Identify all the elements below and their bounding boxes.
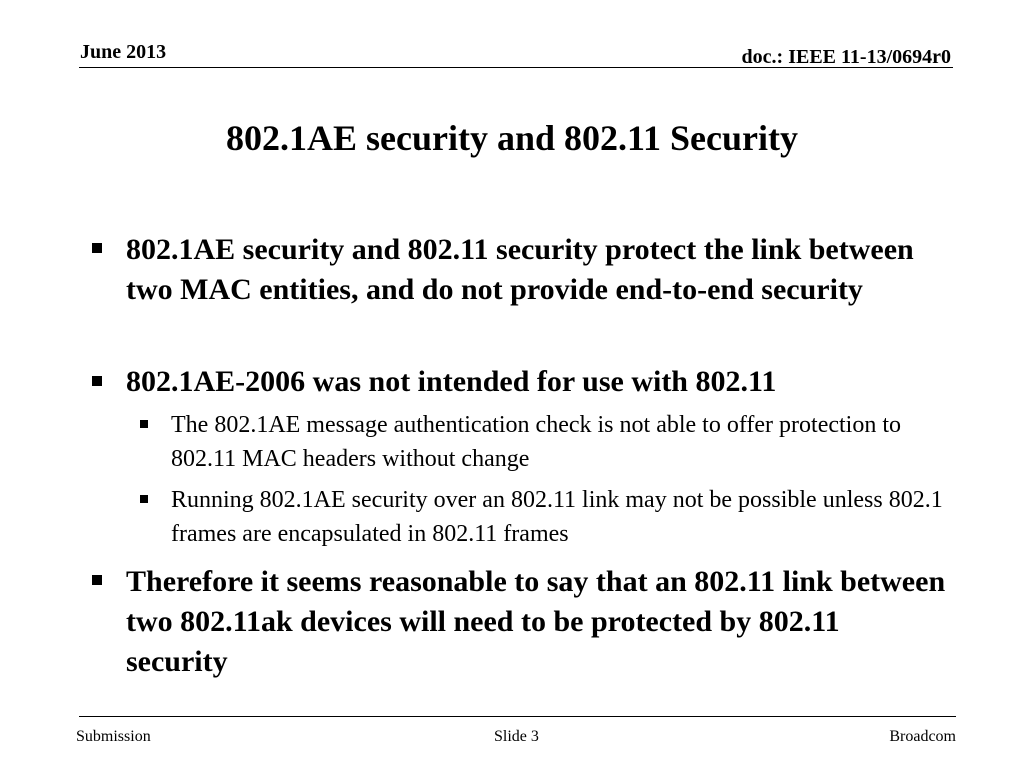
footer-company: Broadcom — [889, 728, 956, 745]
sub-bullet-marker — [140, 495, 148, 503]
sub-bullet-marker — [140, 420, 148, 428]
sub-bullet-2-text: Running 802.1AE security over an 802.11 link may not be possible unless 802.1 frames are encapsulated in 802.11 frames — [171, 487, 943, 547]
header-date: June 2013 — [80, 41, 167, 63]
slide-title: 802.1AE security and 802.11 Security — [226, 118, 798, 158]
footer-slide-number: Slide 3 — [494, 728, 539, 745]
bullet-3-text: Therefore it seems reasonable to say that an 802.11 link between two 802.11ak devices will need to be protected by 802.11 security — [126, 565, 946, 678]
header-doc-id: doc.: IEEE 11-13/0694r0 — [741, 46, 951, 68]
bullet-marker — [92, 376, 102, 386]
sub-bullet-1-text: The 802.1AE message authentication check is not able to offer protection to 802.11 MAC headers without change — [171, 412, 901, 472]
bullet-2-text: 802.1AE-2006 was not intended for use with 802.11 — [126, 365, 777, 398]
footer-divider — [79, 716, 956, 717]
bullet-1-text: 802.1AE security and 802.11 security protect the link between two MAC entities, and do not provide end-to-end security — [126, 233, 914, 306]
footer-submission: Submission — [76, 728, 151, 745]
bullet-marker — [92, 575, 102, 585]
header-divider — [79, 67, 953, 68]
bullet-marker — [92, 243, 102, 253]
